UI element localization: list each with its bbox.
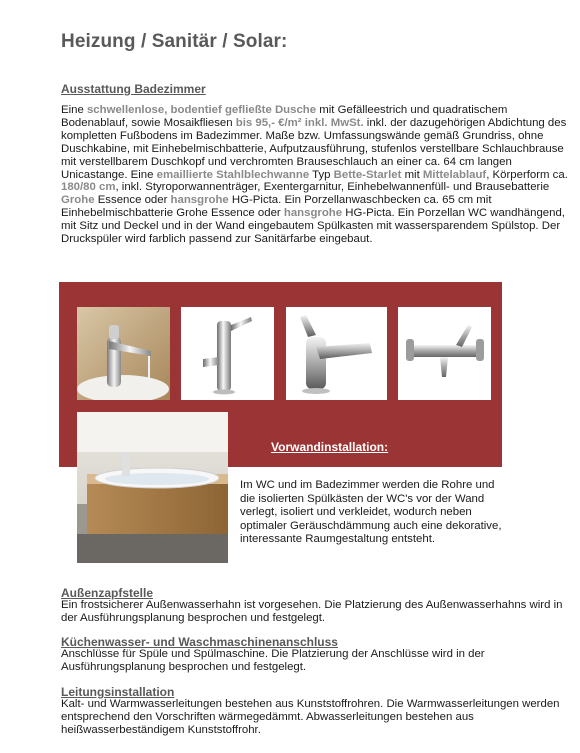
- basin-mixer-image: [77, 307, 170, 400]
- text-run: HG-Picta. Ein Porzellan WC wandhängend, mit Sitz und Deckel und in der Wand eingebautem Spülkasten mit wassersparendem Spülstop. Der Druckspüler wird farblich passend zur Sanitärfarbe eingebaut.: [61, 207, 565, 246]
- highlighted-term: bis 95,- €/m² inkl. MwSt.: [235, 116, 364, 129]
- text-run: , inkl. Styroporwannenträger, Exentergarnitur, Einhebelwannenfüll- und Brausebatterie: [115, 181, 550, 194]
- highlighted-term: Mittelablauf: [422, 168, 487, 181]
- cylinder-mixer-photo: [181, 307, 274, 400]
- wall-bath-mixer-image: [398, 307, 491, 400]
- kitchen-text: Anschlüsse für Spüle und Spülmaschine. Die Platzierung der Anschlüsse wird in der Ausführungsplanung besprochen und festgelegt.: [61, 648, 485, 673]
- highlighted-term: hansgrohe: [283, 207, 343, 220]
- text-run: mit Gefälleestrich und quadratischem Bodenablauf, sowie Mosaikfliesen: [61, 104, 508, 129]
- pre-wall-text: Im WC und im Badezimmer werden die Rohre und die isolierten Spülkästen der WC's vor der Wand verlegt, isoliert und verkleidet, wodurch neben optimaler Geräuschdämmung auch eine dekorative, interessante Raumgestaltung entsteht.: [240, 479, 502, 546]
- outdoor-tap-heading: Außenzapfstelle: [61, 586, 154, 600]
- highlighted-term: Bette-Starlet: [333, 168, 402, 181]
- highlighted-term: 180/80 cm: [61, 181, 116, 194]
- highlighted-term: hansgrohe: [170, 194, 229, 207]
- piping-heading: Leitungsinstallation: [61, 685, 175, 699]
- text-run: mit: [401, 168, 423, 181]
- lever-mixer-photo: [286, 307, 387, 400]
- bathroom-paragraph: [61, 104, 575, 246]
- piping-text: Kalt- und Warmwasserleitungen bestehen aus Kunststoffrohren. Die Warmwasserleitungen werden entsprechend den Vorschriften wärmegedämmt. Abwasserleitungen bestehen aus heißwasserbeständigem Kunststoffrohr.: [61, 698, 560, 736]
- lever-mixer-image: [286, 307, 387, 400]
- highlighted-term: Grohe: [61, 194, 95, 207]
- wall-bath-mixer-photo: [398, 307, 491, 400]
- text-run: , Körperform ca.: [486, 168, 568, 181]
- bathroom-heading: Ausstattung Badezimmer: [61, 82, 206, 96]
- highlighted-term: schwellenlose, bodentief gefließte Dusche: [86, 104, 317, 116]
- highlighted-term: emaillierte Stahlblechwanne: [156, 168, 310, 181]
- text-run: Typ: [309, 168, 334, 181]
- text-run: Essence oder: [94, 194, 171, 207]
- bathtub-image: [77, 412, 228, 563]
- bathtub-photo: [77, 412, 228, 563]
- outdoor-tap-text: Ein frostsicherer Außenwasserhahn ist vorgesehen. Die Platzierung des Außenwasserhahns wird in der Ausführungsplanung besprochen und festgelegt.: [61, 599, 563, 624]
- pre-wall-heading: Vorwandinstallation:: [271, 440, 389, 454]
- text-run: Eine: [61, 104, 87, 116]
- cylinder-mixer-image: [181, 307, 274, 400]
- text-run: inkl. der dazugehörigen Abdichtung des kompletten Fußbodens im Badezimmer. Maße bzw. Umfassungswände gemäß Grundriss, ohne Duschkabine, mit Einhebelmischbatterie, Aufputzausführung, stufenlos verstellbare Schlauchbrause mit verstellbarem Duschkopf und verchromten Brauseschlauch an einer ca. 64 cm langen Unicastange. Eine: [61, 116, 567, 181]
- kitchen-heading: Küchenwasser- und Waschmaschinenanschluss: [61, 635, 338, 649]
- text-run: HG-Picta. Ein Porzellanwaschbecken ca. 65 cm mit Einhebelmischbatterie Grohe Essence oder: [61, 194, 492, 220]
- basin-mixer-photo: [77, 307, 170, 400]
- page-title: Heizung / Sanitär / Solar:: [61, 31, 288, 52]
